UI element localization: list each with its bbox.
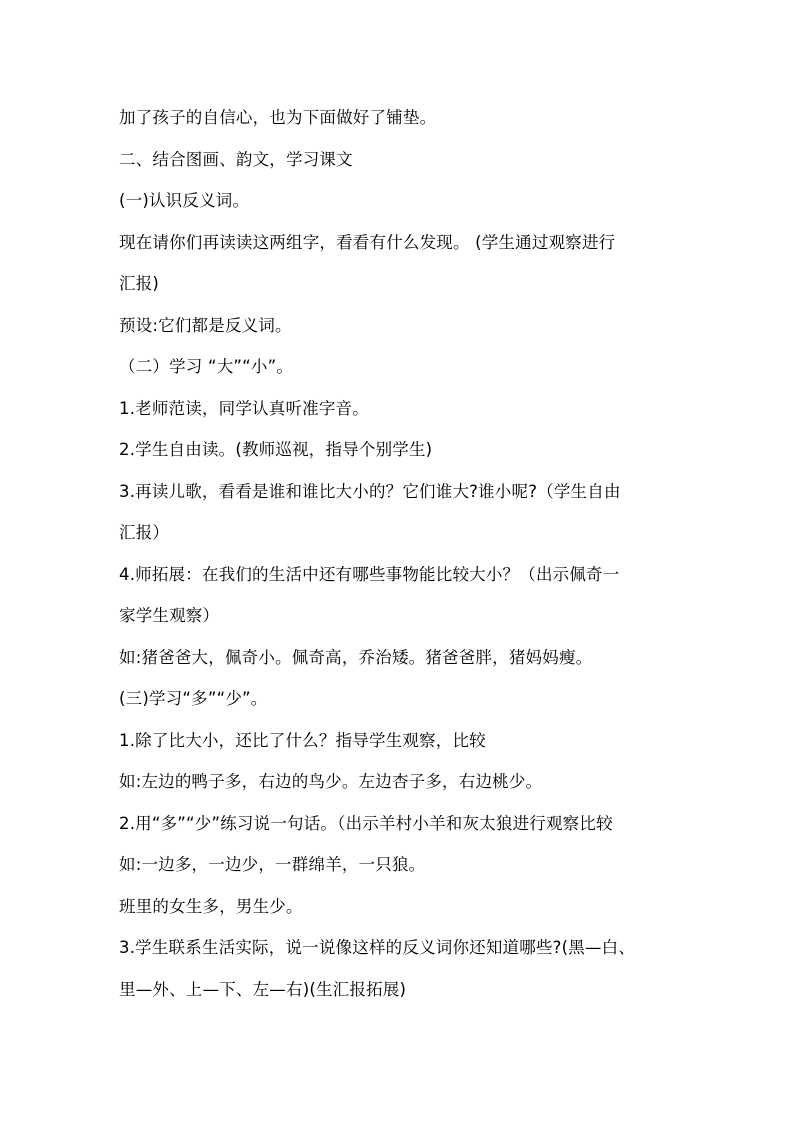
text-line: 如:一边多，一边少，一群绵羊，一只狼。 xyxy=(119,855,426,874)
text-line: 汇报) xyxy=(119,274,160,293)
subsection-heading: (一)认识反义词。 xyxy=(119,191,250,210)
text-line: 家学生观察） xyxy=(119,606,220,625)
text-line: 如:左边的鸭子多，右边的鸟少。左边杏子多，右边桃少。 xyxy=(119,772,543,791)
section-heading: 二、结合图画、韵文，学习课文 xyxy=(119,149,353,169)
text-line: 2.学生自由读。(教师巡视，指导个别学生) xyxy=(119,440,433,459)
subsection-heading: （二）学习 “大”“小”。 xyxy=(119,357,294,376)
text-line: 现在请你们再读读这两组字，看看有什么发现。 (学生通过观察进行 xyxy=(119,232,616,252)
text-line: 班里的女生多，男生少。 xyxy=(119,896,303,916)
text-line: 4.师拓展：在我们的生活中还有哪些事物能比较大小？（出示佩奇一 xyxy=(119,564,620,584)
text-line: 里—外、上—下、左—右)(生汇报拓展) xyxy=(119,979,407,999)
text-line: 2.用“多”“少”练习说一句话。（出示羊村小羊和灰太狼进行观察比较 xyxy=(119,813,613,833)
text-line: 3.学生联系生活实际，说一说像这样的反义词你还知道哪些?(黑—白、 xyxy=(119,938,636,957)
text-line: 3.再读儿歌，看看是谁和谁比大小的？它们谁大?谁小呢?（学生自由 xyxy=(119,481,621,501)
text-line: 预设:它们都是反义词。 xyxy=(119,315,292,335)
text-line: 汇报） xyxy=(119,523,170,542)
text-line: 1.除了比大小，还比了什么？指导学生观察，比较 xyxy=(119,730,486,750)
text-line: 如:猪爸爸大，佩奇小。佩奇高，乔治矮。猪爸爸胖，猪妈妈瘦。 xyxy=(119,647,593,667)
text-line: 1.老师范读，同学认真听准字音。 xyxy=(119,398,369,418)
text-line: 加了孩子的自信心，也为下面做好了铺垫。 xyxy=(119,108,437,127)
text-body xyxy=(119,101,689,1014)
subsection-heading: (三)学习“多”“少”。 xyxy=(119,689,268,708)
